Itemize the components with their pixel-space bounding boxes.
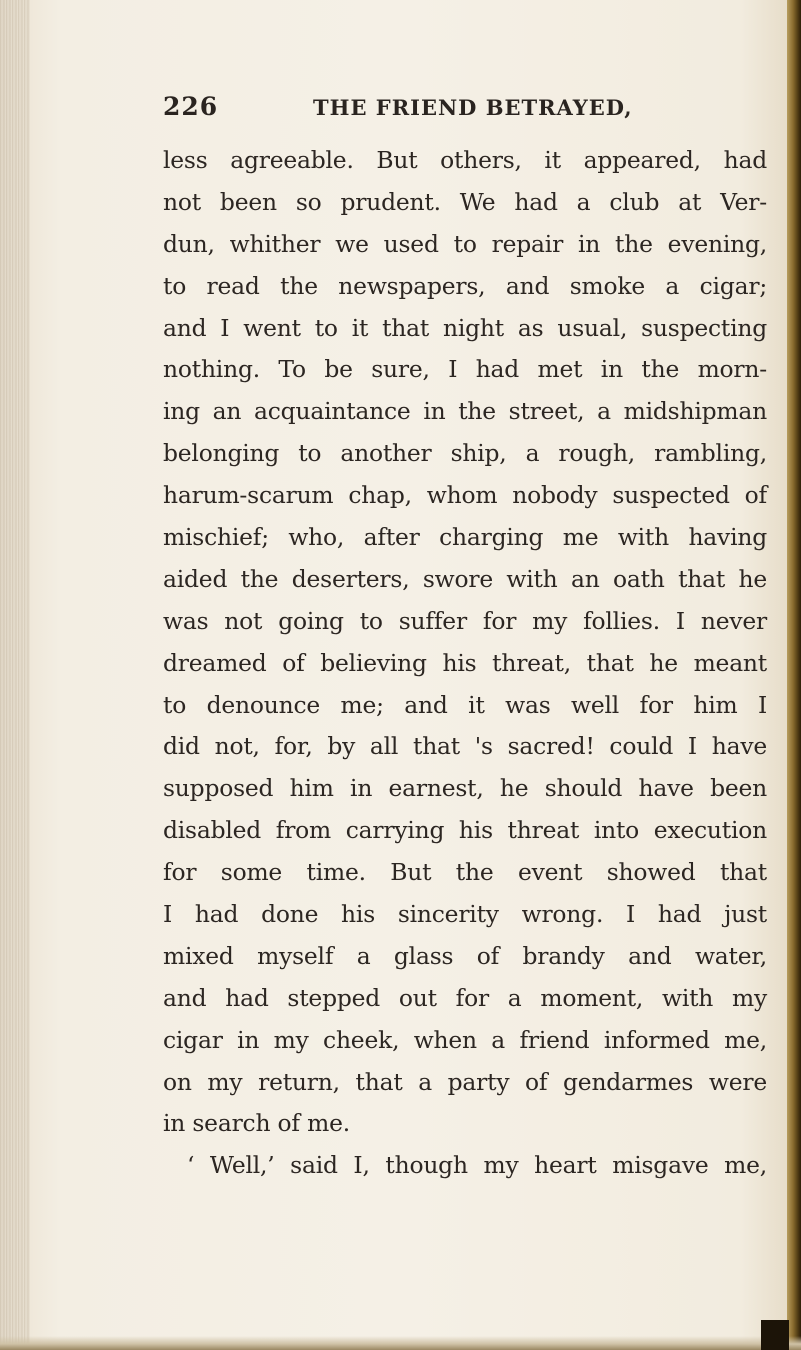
book-binding-shadow [0, 0, 30, 1350]
text-line: to read the newspapers, and smoke a cigar; [163, 271, 767, 300]
running-head [163, 92, 763, 132]
text-line: I had done his sincerity wrong. I had just [163, 900, 767, 929]
text-line: nothing. To be sure, I had met in the morn- [163, 355, 767, 384]
text-line: and had stepped out for a moment, with my [163, 983, 767, 1012]
text-line: ing an acquaintance in the street, a midshipman [163, 397, 767, 426]
text-line: dreamed of believing his threat, that he meant [163, 648, 767, 677]
text-line: aided the deserters, swore with an oath that he [163, 564, 767, 593]
text-line: less agreeable. But others, it appeared, had [163, 146, 767, 174]
corner-mark [761, 1320, 789, 1350]
text-line: and I went to it that night as usual, suspecting [163, 313, 767, 342]
page-edge-right [787, 0, 801, 1350]
text-line: not been so prudent. We had a club at Ver- [163, 187, 767, 216]
text-line: disabled from carrying his threat into execution [163, 816, 767, 845]
text-line: cigar in my cheek, when a friend informed me, [163, 1025, 767, 1054]
text-line: was not going to suffer for my follies. I never [163, 606, 767, 635]
text-line: in search of me. [163, 1109, 350, 1138]
body-text [163, 140, 767, 1187]
text-line: for some time. But the event showed that [163, 858, 767, 887]
page-edge-bottom [0, 1336, 801, 1350]
text-line: supposed him in earnest, he should have been [163, 774, 767, 803]
page-title: THE FRIEND BETRAYED, [313, 95, 633, 120]
text-line: did not, for, by all that 's sacred! could I have [163, 732, 767, 761]
text-line: ‘ Well,’ said I, though my heart misgave me, [187, 1151, 767, 1180]
text-line: harum-scarum chap, whom nobody suspected of [163, 481, 767, 510]
text-line: dun, whither we used to repair in the evening, [163, 229, 767, 258]
text-line: mischief; who, after charging me with having [163, 523, 767, 552]
text-line: mixed myself a glass of brandy and water, [163, 941, 767, 970]
text-line: belonging to another ship, a rough, rambling, [163, 439, 767, 468]
page-number: 226 [163, 92, 219, 121]
text-line: on my return, that a party of gendarmes were [163, 1067, 767, 1096]
text-line: to denounce me; and it was well for him I [163, 690, 767, 719]
